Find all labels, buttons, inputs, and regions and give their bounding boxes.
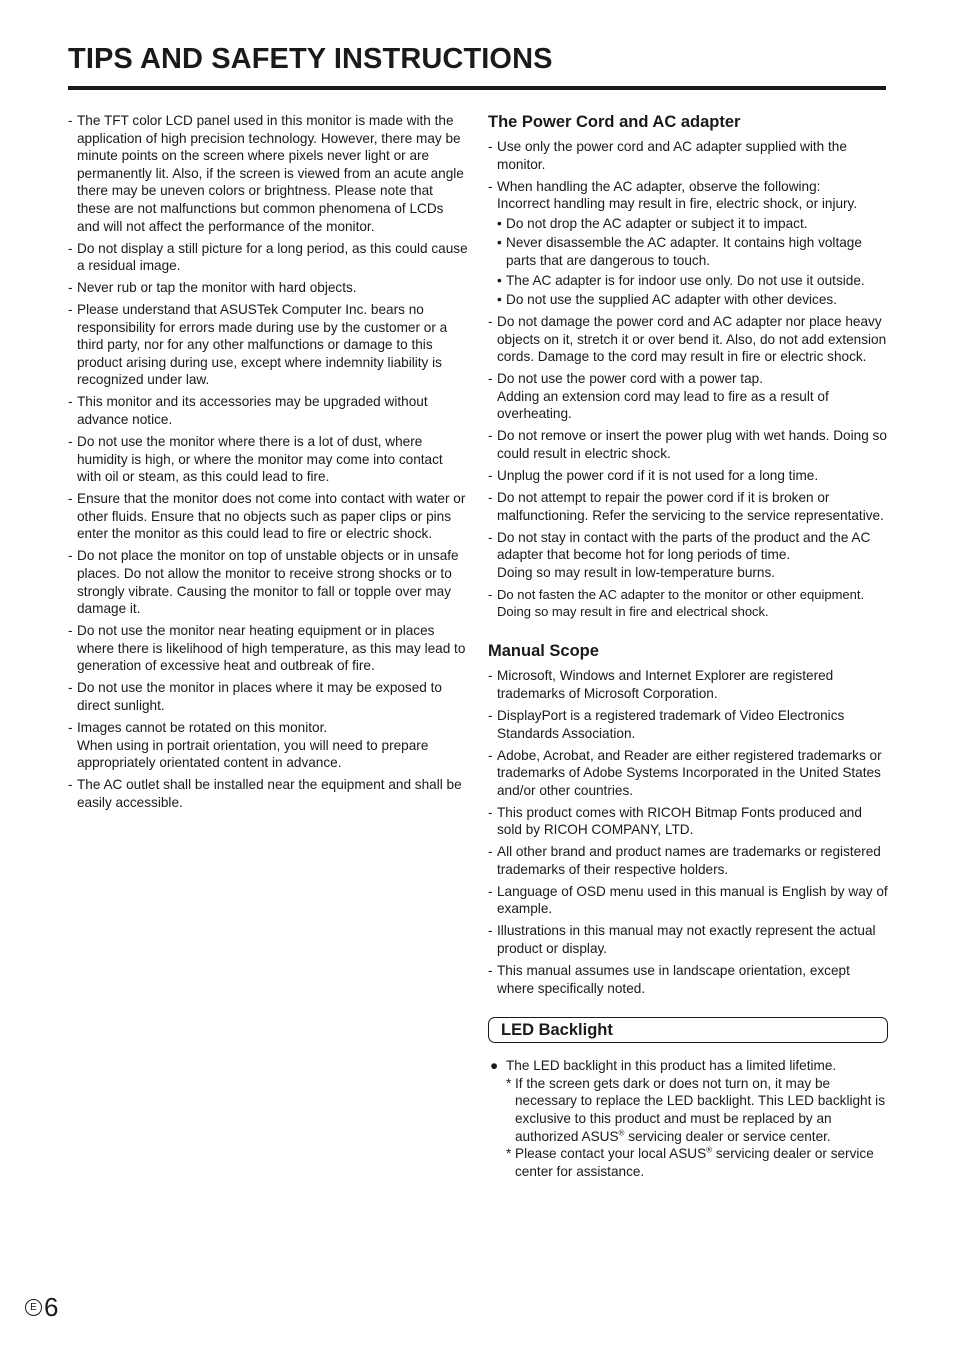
- list-item: - The TFT color LCD panel used in this monitor is made with the application of high precision technology. However, there may be minute points on the screen where pixels never light or are permanently lit. Also, if the screen is viewed from an acute angle there may be uneven colors or brightness. Please note that these are not malfunctions but common phenomena of LCDs and will not affect the performance of the monitor.: [68, 112, 468, 235]
- list-item: - Do not use the monitor near heating equipment or in places where there is likelihood of high temperature, as this may lead to generation of excessive heat and outbreak of fire.: [68, 622, 468, 675]
- note-text: servicing dealer or service center.: [624, 1128, 831, 1144]
- bullet-icon: ●: [490, 1058, 499, 1074]
- list-item: - This monitor and its accessories may be upgraded without advance notice.: [68, 393, 468, 428]
- manual-scope-heading: Manual Scope: [488, 642, 599, 661]
- page-footer: [25, 1292, 58, 1322]
- note-text: Please contact your local ASUS: [515, 1146, 707, 1162]
- list-item: - Do not remove or insert the power plug with wet hands. Doing so could result in electric shock.: [488, 427, 888, 462]
- list-item: [68, 719, 468, 772]
- note-text: If the screen gets dark or does not turn on, it may be necessary to replace the LED backlight. This LED backlight is exclusive to this product and must be replaced by an authorized ASUS: [515, 1075, 885, 1144]
- list-item-line: Doing so may result in fire and electrical shock.: [497, 604, 769, 620]
- list-item: - This manual assumes use in landscape orientation, except where specifically noted.: [488, 962, 888, 997]
- registered-mark: ®: [618, 1128, 625, 1138]
- led-note: [488, 1075, 888, 1145]
- list-item-line: Doing so may result in low-temperature burns.: [497, 564, 776, 580]
- led-item-text: The LED backlight in this product has a limited lifetime.: [506, 1058, 837, 1074]
- list-item: - The AC outlet shall be installed near the equipment and shall be easily accessible.: [68, 776, 468, 811]
- list-item-line: When handling the AC adapter, observe the following:: [497, 178, 821, 194]
- led-backlight-heading: LED Backlight: [488, 1017, 888, 1043]
- list-item-line: Images cannot be rotated on this monitor.: [77, 719, 328, 735]
- language-mark-icon: E: [25, 1299, 42, 1316]
- list-item: - Microsoft, Windows and Internet Explorer are registered trademarks of Microsoft Corporation.: [488, 667, 888, 702]
- list-item-line: Incorrect handling may result in fire, electric shock, or injury.: [497, 196, 858, 212]
- list-item: - Please understand that ASUSTek Computer Inc. bears no responsibility for errors made during use by the customer or a third party, nor for any other malfunctions or damage to this product arising during use, except where indemnity liability is recognized under law.: [68, 301, 468, 389]
- list-item-line: Adding an extension cord may lead to fire as a result of overheating.: [497, 388, 829, 422]
- list-item: [488, 178, 888, 309]
- list-item-line: Do not use the power cord with a power tap.: [497, 371, 763, 387]
- registered-mark: ®: [706, 1145, 713, 1155]
- led-note: [488, 1145, 888, 1180]
- right-column: [488, 112, 888, 1180]
- sub-item: • Do not use the supplied AC adapter with other devices.: [497, 291, 888, 309]
- title-rule: [68, 86, 886, 90]
- list-item: - Do not use the monitor where there is a lot of dust, where humidity is high, or where the monitor may come into contact with oil or steam, as this could lead to fire.: [68, 433, 468, 486]
- list-item: - Do not use the monitor in places where it may be exposed to direct sunlight.: [68, 679, 468, 714]
- list-item: - DisplayPort is a registered trademark of Video Electronics Standards Association.: [488, 707, 888, 742]
- list-item-line: Do not stay in contact with the parts of the product and the AC adapter that become hot for long periods of time.: [497, 529, 871, 563]
- list-item: - Use only the power cord and AC adapter supplied with the monitor.: [488, 138, 888, 173]
- list-item: - Do not attempt to repair the power cord if it is broken or malfunctioning. Refer the servicing to the service representative.: [488, 489, 888, 524]
- list-item: [488, 370, 888, 423]
- power-cord-list: [488, 138, 888, 621]
- note-text: servicing dealer or service center for assistance.: [515, 1146, 874, 1179]
- manual-scope-list: [488, 667, 888, 997]
- list-item: - Do not place the monitor on top of unstable objects or in unsafe places. Do not allow the monitor to receive strong shocks or to strongly vibrate. Causing the monitor to fall or topple over may damage it.: [68, 547, 468, 617]
- sub-item: • Do not drop the AC adapter or subject it to impact.: [497, 215, 888, 233]
- asterisk-icon: *: [506, 1146, 512, 1162]
- power-cord-heading: The Power Cord and AC adapter: [488, 113, 741, 131]
- list-item: - Ensure that the monitor does not come into contact with water or other fluids. Ensure that no objects such as paper clips or pins enter the monitor as this could lead to fire or electric shock.: [68, 490, 468, 543]
- page-number: 6: [44, 1292, 59, 1322]
- left-column: [68, 112, 468, 816]
- list-item: - Illustrations in this manual may not exactly represent the actual product or display.: [488, 922, 888, 957]
- list-item: - Do not damage the power cord and AC adapter nor place heavy objects on it, stretch it or over bend it. Also, do not add extension cords. Damage to the cord may result in fire or electric shock.: [488, 313, 888, 366]
- adapter-sublist: [497, 215, 888, 309]
- list-item: [488, 529, 888, 582]
- led-backlight-item: [488, 1057, 888, 1075]
- sub-item: • Never disassemble the AC adapter. It contains high voltage parts that are dangerous to touch.: [497, 234, 888, 269]
- asterisk-icon: *: [506, 1075, 512, 1091]
- list-item-line: Do not fasten the AC adapter to the monitor or other equipment.: [497, 586, 865, 602]
- list-item: - Language of OSD menu used in this manual is English by way of example.: [488, 883, 888, 918]
- list-item: - Adobe, Acrobat, and Reader are either registered trademarks or trademarks of Adobe Systems Incorporated in the United States and/or other countries.: [488, 747, 888, 800]
- page-title: TIPS AND SAFETY INSTRUCTIONS: [68, 43, 553, 75]
- list-item: - Do not display a still picture for a long period, as this could cause a residual image.: [68, 240, 468, 275]
- safety-list: [68, 112, 468, 811]
- list-item: - This product comes with RICOH Bitmap Fonts produced and sold by RICOH COMPANY, LTD.: [488, 804, 888, 839]
- list-item: - All other brand and product names are trademarks or registered trademarks of their respective holders.: [488, 843, 888, 878]
- list-item-line: When using in portrait orientation, you will need to prepare appropriately orientated content in advance.: [77, 737, 429, 771]
- list-item: [488, 586, 888, 621]
- list-item: - Unplug the power cord if it is not used for a long time.: [488, 467, 888, 485]
- list-item: - Never rub or tap the monitor with hard objects.: [68, 279, 468, 297]
- sub-item: • The AC adapter is for indoor use only. Do not use it outside.: [497, 272, 888, 290]
